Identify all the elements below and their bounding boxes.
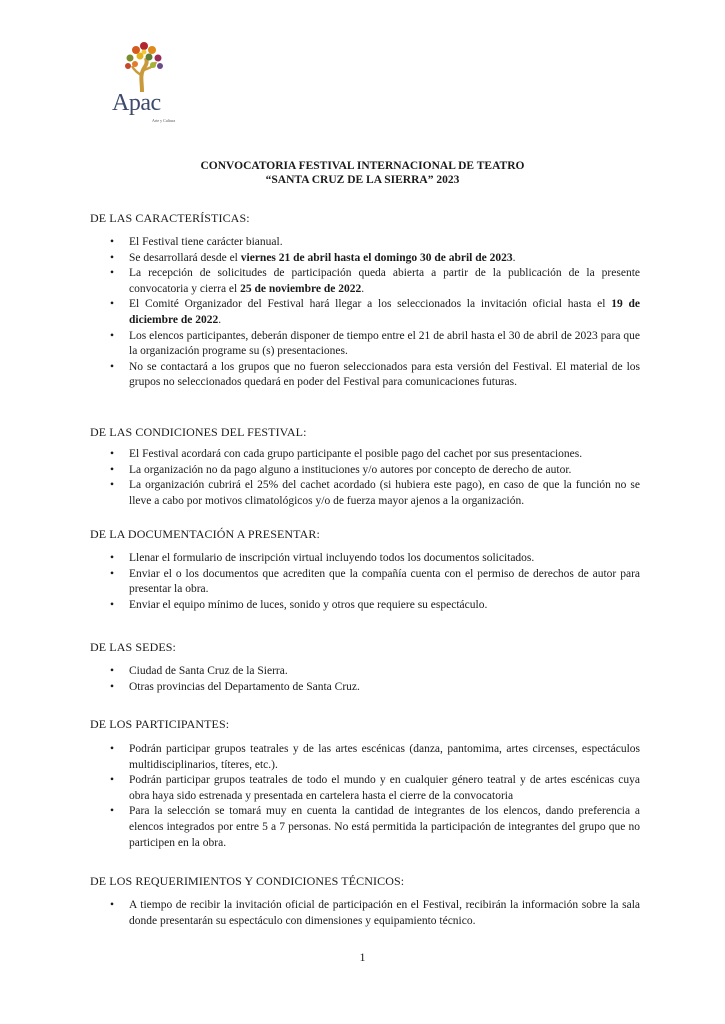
bullet-list — [90, 235, 640, 391]
logo-name: Apac — [112, 90, 161, 116]
section-documentacion — [90, 527, 640, 613]
tree-logo-icon — [122, 40, 166, 92]
bullet-list — [90, 447, 640, 509]
bullet-list — [90, 551, 640, 613]
list-item: • El Festival acordará con cada grupo participante el posible pago del cachet por sus presentaciones. — [90, 447, 640, 463]
title-line-1: CONVOCATORIA FESTIVAL INTERNACIONAL DE TEATRO — [200, 160, 525, 172]
section-heading: DE LOS REQUERIMIENTOS Y CONDICIONES TÉCNICOS: — [90, 874, 405, 888]
list-item: • El Festival tiene carácter bianual. — [90, 235, 640, 251]
list-item: • La recepción de solicitudes de participación queda abierta a partir de la publicación de la presente convocatoria y cierra el 25 de noviembre de 2022. — [90, 266, 640, 297]
list-item: • Llenar el formulario de inscripción virtual incluyendo todos los documentos solicitados. — [90, 551, 640, 567]
section-heading: DE LAS CONDICIONES DEL FESTIVAL: — [90, 425, 307, 439]
list-item: • Ciudad de Santa Cruz de la Sierra. — [90, 664, 640, 680]
list-item: • No se contactará a los grupos que no fueron seleccionados para esta versión del Festival. El material de los grupos no seleccionados quedará en poder del Festival para comunicaciones futuras. — [90, 360, 640, 391]
bullet-list — [90, 898, 640, 929]
section-sedes — [90, 640, 640, 695]
list-item: • Otras provincias del Departamento de Santa Cruz. — [90, 680, 640, 696]
document-title — [0, 159, 725, 187]
list-item: • La organización no da pago alguno a instituciones y/o autores por concepto de derecho de autor. — [90, 463, 640, 479]
list-item: • Enviar el equipo mínimo de luces, sonido y otros que requiere su espectáculo. — [90, 598, 640, 614]
bullet-list — [90, 664, 640, 695]
section-caracteristicas — [90, 211, 640, 391]
list-item: • La organización cubrirá el 25% del cachet acordado (si hubiera este pago), en caso de que la función no se lleve a cabo por motivos climatológicos y/o de fuerza mayor ajenos a la organización. — [90, 478, 640, 509]
section-heading: DE LA DOCUMENTACIÓN A PRESENTAR: — [90, 527, 320, 541]
list-item: • Para la selección se tomará muy en cuenta la cantidad de integrantes de los elencos, dando preferencia a elencos integrados por entre 5 a 7 personas. No está permitida la participación de integrantes del grupo que no participen en la obra. — [90, 804, 640, 851]
section-heading: DE LAS SEDES: — [90, 640, 176, 654]
title-line-2: “SANTA CRUZ DE LA SIERRA” 2023 — [265, 174, 460, 186]
logo-subtitle: Arte y Cultura — [152, 118, 176, 123]
list-item: • El Comité Organizador del Festival hará llegar a los seleccionados la invitación oficial hasta el 19 de diciembre de 2022. — [90, 297, 640, 328]
page-number: 1 — [359, 950, 366, 964]
list-item: • Enviar el o los documentos que acrediten que la compañía cuenta con el permiso de derechos de autor para presentar la obra. — [90, 567, 640, 598]
list-item: • Se desarrollará desde el viernes 21 de abril hasta el domingo 30 de abril de 2023. — [90, 251, 640, 267]
list-item: • Podrán participar grupos teatrales y de las artes escénicas (danza, pantomima, artes circenses, espectáculos multidisciplinarios, títeres, etc.). — [90, 742, 640, 773]
list-item: • Los elencos participantes, deberán disponer de tiempo entre el 21 de abril hasta el 30 de abril de 2023 para que la organización programe su (s) presentaciones. — [90, 329, 640, 360]
section-heading: DE LOS PARTICIPANTES: — [90, 717, 230, 731]
bullet-list — [90, 742, 640, 851]
section-requerimientos — [90, 874, 640, 929]
list-item: • A tiempo de recibir la invitación oficial de participación en el Festival, recibirán la información sobre la sala donde presentarán su espectáculo con dimensiones y equipamiento técnico. — [90, 898, 640, 929]
list-item: • Podrán participar grupos teatrales de todo el mundo y en cualquier género teatral y de artes escénicas cuya obra haya sido estrenada y presentada en cartelera hasta el cierre de la convocatoria — [90, 773, 640, 804]
apac-logo — [112, 40, 174, 140]
section-participantes — [90, 717, 640, 851]
section-heading: DE LAS CARACTERÍSTICAS: — [90, 211, 250, 225]
section-condiciones — [90, 425, 640, 509]
